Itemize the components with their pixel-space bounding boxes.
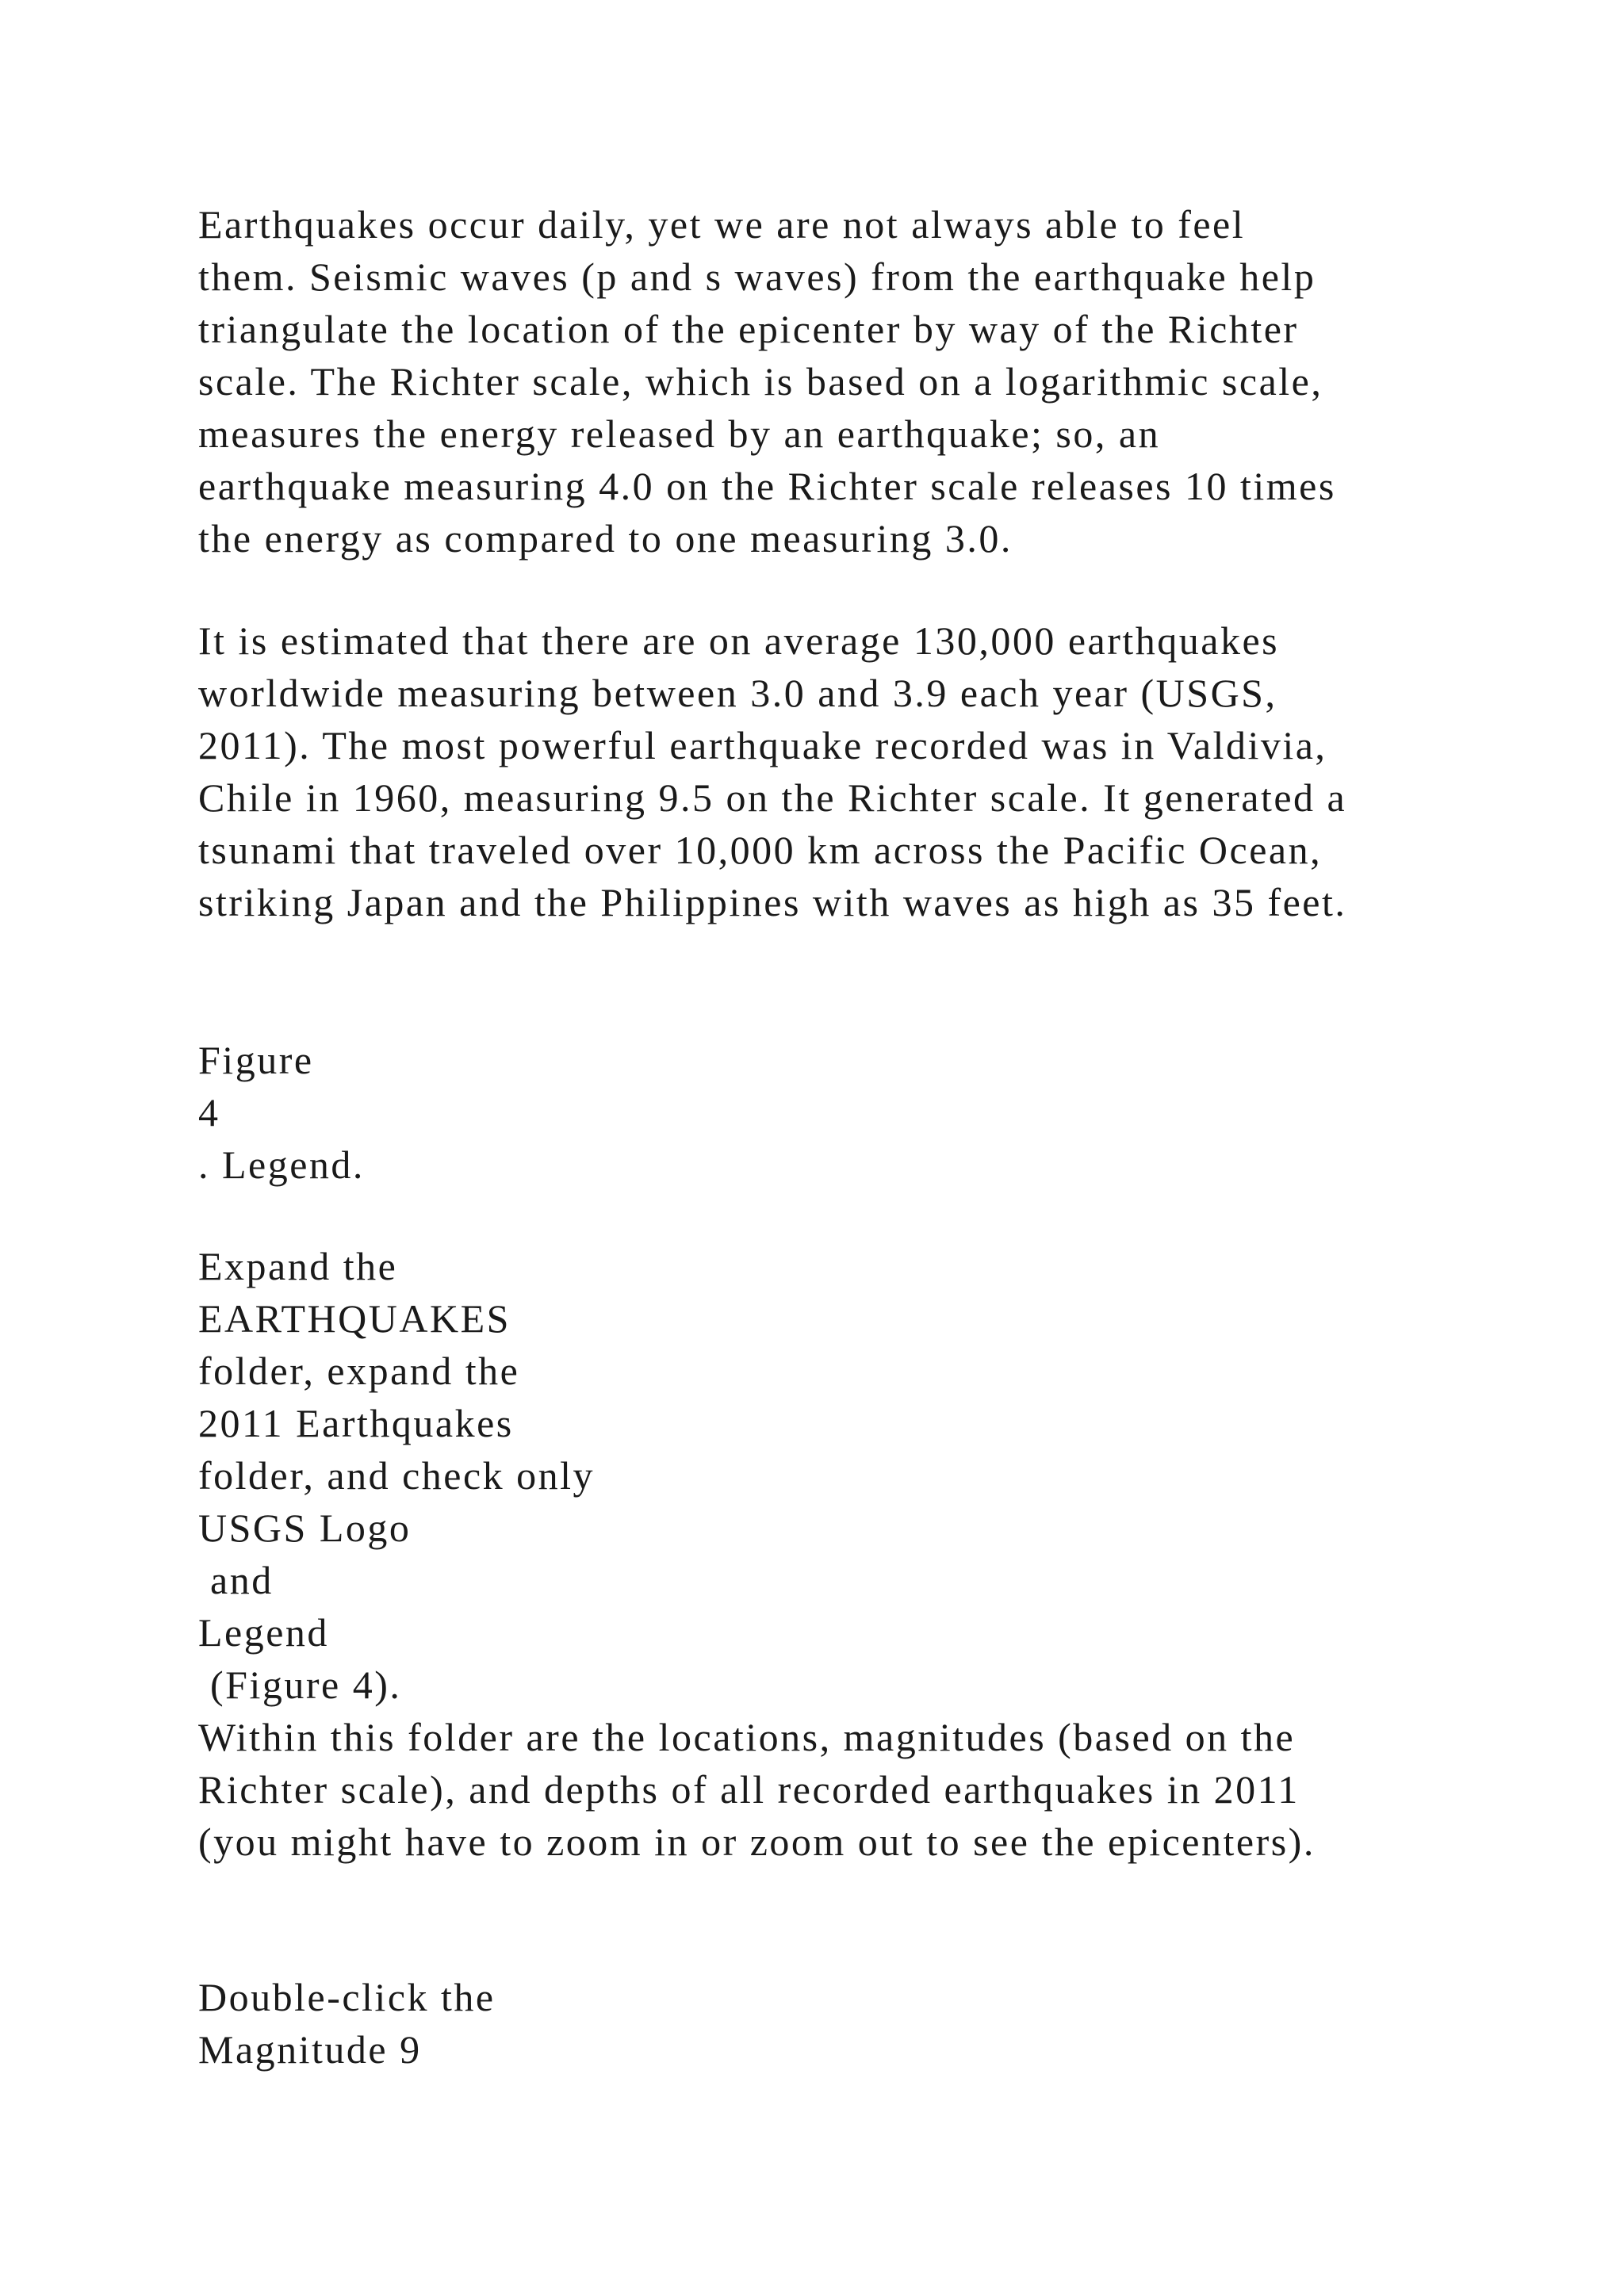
caption-line: Figure [198,1038,314,1082]
text-line: Chile in 1960, measuring 9.5 on the Richter scale. It generated a [198,775,1347,820]
text-line: Within this folder are the locations, magnitudes (based on the [198,1715,1296,1759]
text-line: Earthquakes occur daily, yet we are not always able to feel [198,202,1246,247]
text-line: Expand the [198,1244,398,1288]
text-line: tsunami that traveled over 10,000 km across the Pacific Ocean, [198,828,1323,872]
text-line: earthquake measuring 4.0 on the Richter scale releases 10 times [198,464,1336,508]
text-line: 2011 Earthquakes [198,1401,514,1445]
text-line: striking Japan and the Philippines with waves as high as 35 feet. [198,880,1347,924]
text-line: them. Seismic waves (p and s waves) from the earthquake help [198,254,1316,299]
text-line: triangulate the location of the epicenter by way of the Richter [198,307,1299,351]
text-line: and [198,1558,274,1602]
text-line: Double-click the [198,1975,496,2019]
text-line: Richter scale), and depths of all recorded earthquakes in 2011 [198,1767,1300,1812]
figure-caption [198,1034,1546,1191]
text-line: It is estimated that there are on average 130,000 earthquakes [198,618,1280,663]
text-line: EARTHQUAKES [198,1296,511,1341]
text-line: 2011). The most powerful earthquake recorded was in Valdivia, [198,723,1327,767]
text-line: folder, expand the [198,1349,520,1393]
text-line: Magnitude 9 [198,2027,422,2072]
paragraph-richter-scale [198,198,1546,564]
caption-line: . Legend. [198,1142,365,1187]
caption-line: 4 [198,1090,220,1135]
text-line: (Figure 4). [198,1663,402,1707]
text-line: the energy as compared to one measuring 3.0. [198,516,1013,561]
text-line: measures the energy released by an earthquake; so, an [198,411,1161,456]
text-line: worldwide measuring between 3.0 and 3.9 each year (USGS, [198,671,1277,715]
text-line: folder, and check only [198,1453,596,1498]
text-line: USGS Logo [198,1506,412,1550]
paragraph-earthquake-statistics [198,614,1546,928]
text-line: (you might have to zoom in or zoom out to see the epicenters). [198,1820,1316,1864]
text-line: scale. The Richter scale, which is based on a logarithmic scale, [198,359,1323,404]
instruction-expand-folder [198,1240,1546,1868]
instruction-double-click [198,1971,1546,2076]
text-line: Legend [198,1610,329,1655]
